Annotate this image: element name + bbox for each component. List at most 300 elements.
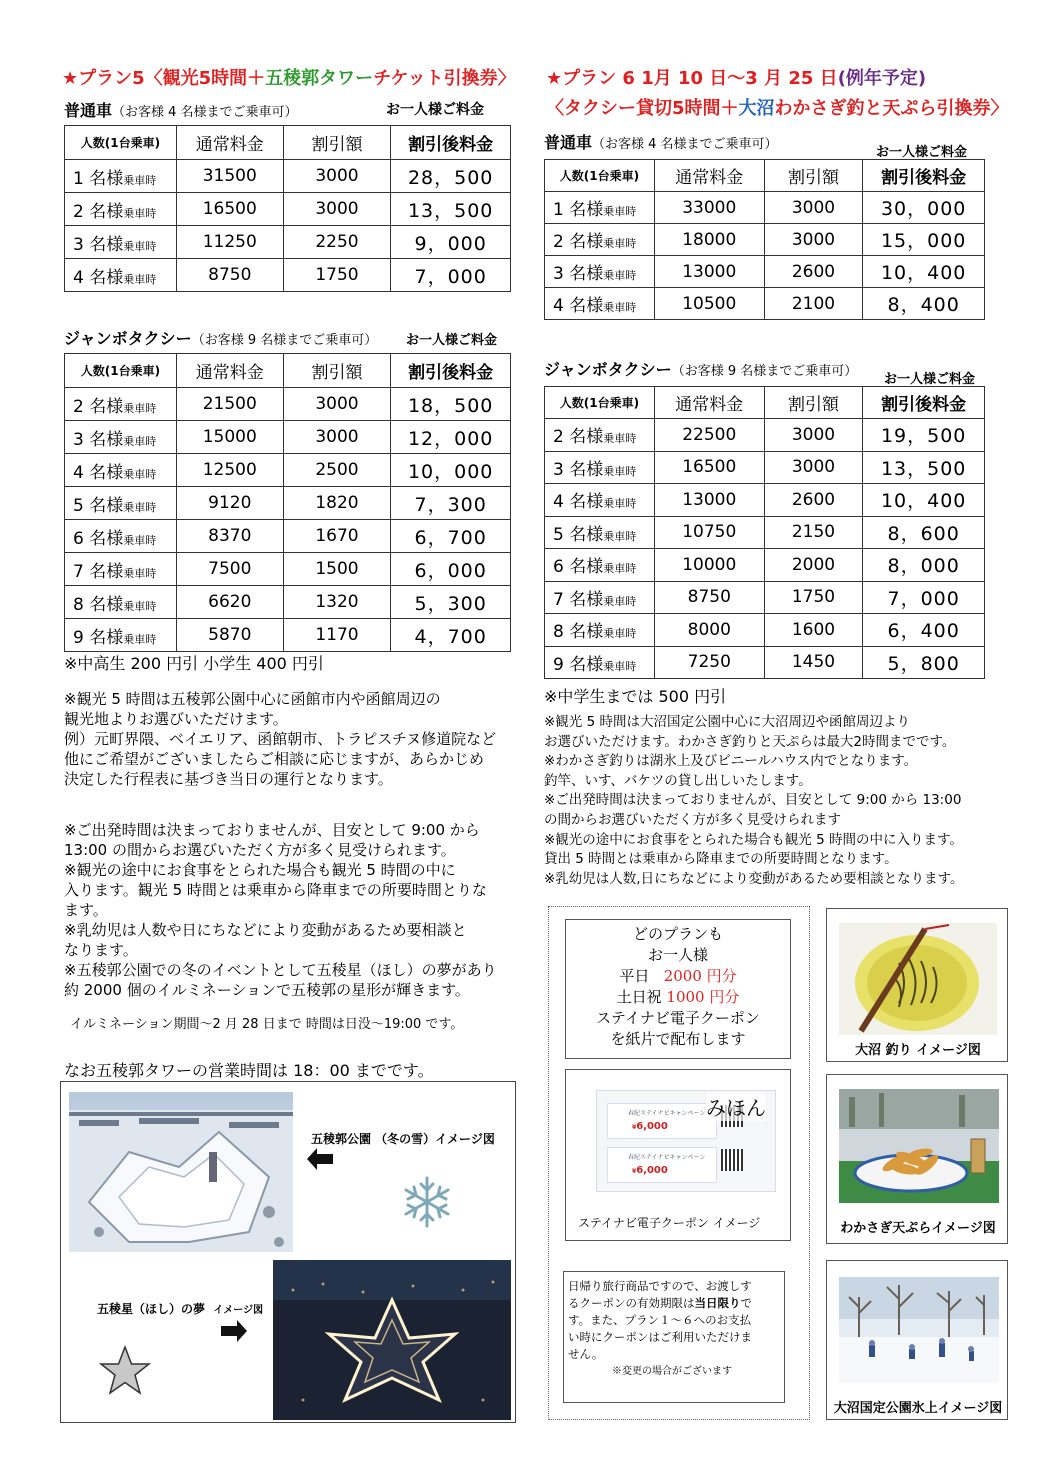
lake-photo-frame xyxy=(826,1260,1008,1420)
table-row xyxy=(545,288,985,320)
discounted-price-cell: 15，000 xyxy=(863,224,985,256)
people-cell xyxy=(545,256,655,288)
normal-price-cell: 7500 xyxy=(176,553,283,586)
people-count: 7 名様 xyxy=(553,589,604,610)
table-header-cell: 人数(1台乗車) xyxy=(65,354,177,388)
discount-cell: 3000 xyxy=(283,160,391,193)
people-count: 4 名様 xyxy=(73,462,124,483)
star-caption-main: 五稜星（ほし）の夢 xyxy=(97,1302,206,1316)
plan5-notes xyxy=(64,689,496,789)
tempura-photo xyxy=(839,1089,999,1203)
table-header-cell: 通常料金 xyxy=(654,387,764,419)
discounted-price-cell: 8，600 xyxy=(863,516,985,549)
discount-cell: 1500 xyxy=(283,553,391,586)
normal-price-cell: 22500 xyxy=(654,419,764,452)
plan5-note-line: 他にご希望がございましたらご相談に応じますが、あらかじめ xyxy=(64,750,485,768)
plan5-illumination: イルミネーション期間～2 月 28 日まで 時間は日没～19:00 です。 xyxy=(70,1017,464,1032)
table-header-cell: 割引後料金 xyxy=(391,354,511,388)
table-header-row xyxy=(65,126,511,160)
people-count: 1 名様 xyxy=(73,168,124,189)
table-row xyxy=(545,256,985,288)
people-cell xyxy=(65,193,177,226)
discount-cell: 3000 xyxy=(764,451,863,484)
plan5-jumbo-heading xyxy=(64,329,377,351)
people-count: 7 名様 xyxy=(73,561,124,582)
plan5-discount-note: ※中高生 200 円引 小学生 400 円引 xyxy=(64,654,324,673)
plan5-regular-note: （お客様 4 名様までご乗車可） xyxy=(112,105,298,120)
normal-price-cell: 5870 xyxy=(176,619,283,652)
coupon-weekday-label: 平日 xyxy=(619,967,650,985)
plan6-title-dates: ★プラン 6 1月 10 日～3 月 25 日 xyxy=(546,68,838,89)
discounted-price-cell: 13，500 xyxy=(391,193,511,226)
discount-cell: 2150 xyxy=(764,516,863,549)
discount-cell: 1670 xyxy=(283,520,391,553)
table-row xyxy=(545,484,985,517)
plan6-regular-table xyxy=(544,159,985,320)
plan6-note-line: の間からお選びいただく方が多く見受けられます xyxy=(544,811,841,828)
goryokaku-snow-photo xyxy=(69,1092,293,1252)
people-suffix: 乗車時 xyxy=(123,599,157,613)
validity-line2a: るクーポンの有効期限は xyxy=(568,1296,695,1310)
plan5-regular-heading xyxy=(64,101,298,123)
coupon-info-box xyxy=(565,919,791,1059)
discounted-price-cell: 8，400 xyxy=(863,288,985,320)
coupon-weekday-value: 2000 円分 xyxy=(663,967,737,985)
discount-cell: 1820 xyxy=(283,487,391,520)
plan5-note-line: なります。 xyxy=(64,941,138,959)
snowflake-icon xyxy=(399,1174,455,1230)
table-header-cell: 人数(1台乗車) xyxy=(65,126,177,160)
normal-price-cell: 16500 xyxy=(654,451,764,484)
table-row xyxy=(65,259,511,292)
normal-price-cell: 8750 xyxy=(654,581,764,614)
table-row xyxy=(545,419,985,452)
validity-line2 xyxy=(568,1295,784,1312)
plan6-discount-note: ※中学生までは 500 円引 xyxy=(544,687,727,706)
people-count: 8 名様 xyxy=(553,622,604,643)
discounted-price-cell: 9，000 xyxy=(391,226,511,259)
coupon-sample-item1: 春紀ステイナビキャンペーン xyxy=(628,1110,706,1117)
plan5-note-line: ※観光 5 時間は五稜郭公園中心に函館市内や函館周辺の xyxy=(64,690,441,708)
plan5-photo-box xyxy=(60,1081,516,1423)
validity-line5: せん。 xyxy=(568,1347,604,1361)
fishing-caption: 大沼 釣り イメージ図 xyxy=(855,1043,981,1058)
plan6-jumbo-label: ジャンボタクシー xyxy=(544,360,672,379)
people-suffix: 乗車時 xyxy=(603,562,637,576)
sample-mark: みほん xyxy=(706,1092,766,1121)
discount-cell: 2100 xyxy=(764,288,863,320)
table-row xyxy=(65,454,511,487)
plan6-note-line: 釣竿、いす、バケツの貸し出しいたします。 xyxy=(544,772,812,789)
plan5-note-line: 観光地よりお選びいただけます。 xyxy=(64,710,288,728)
people-count: 3 名様 xyxy=(553,264,604,284)
discounted-price-cell: 7，000 xyxy=(391,259,511,292)
plan5-note-line: ※観光の途中にお食事をとられた場合も観光 5 時間の中に xyxy=(64,861,456,879)
discounted-price-cell: 6，400 xyxy=(863,614,985,647)
discount-cell: 3000 xyxy=(283,421,391,454)
people-cell xyxy=(65,226,177,259)
plan5-jumbo-label: ジャンボタクシー xyxy=(64,329,192,348)
people-suffix: 乗車時 xyxy=(123,566,157,580)
plan5-title-part3: チケット引換券〉 xyxy=(373,68,516,89)
plan6-regular-label: 普通車 xyxy=(544,133,593,152)
discounted-price-cell: 10，400 xyxy=(863,484,985,517)
table-header-cell: 割引額 xyxy=(764,387,863,419)
validity-line2c: で xyxy=(740,1296,752,1310)
people-suffix: 乗車時 xyxy=(603,205,637,218)
plan5-jumbo-per-person: お一人様ご料金 xyxy=(406,333,498,348)
plan5-jumbo-note: （お客様 9 名様までご乗車可） xyxy=(191,333,378,348)
plan6-regular-heading xyxy=(544,133,778,155)
plan5-note-line: ※乳幼児は人数や日にちなどにより変動があるため要相談と xyxy=(64,921,467,939)
normal-price-cell: 21500 xyxy=(176,388,283,421)
people-suffix: 乗車時 xyxy=(603,269,637,282)
table-row xyxy=(65,619,511,652)
plan5-regular-label: 普通車 xyxy=(64,101,113,120)
plan5-title-part1: ★プラン5〈観光5時間＋ xyxy=(62,68,266,89)
coupon-section xyxy=(548,906,810,1420)
people-suffix: 乗車時 xyxy=(123,632,157,646)
plan6-subtitle-onuma: 大沼 xyxy=(738,98,775,119)
coupon-sample-caption: ステイナビ電子クーポン イメージ xyxy=(578,1216,761,1230)
plan5-title xyxy=(62,68,516,90)
normal-price-cell: 12500 xyxy=(176,454,283,487)
validity-line6: ※変更の場合がございます xyxy=(612,1366,732,1377)
discounted-price-cell: 12，000 xyxy=(391,421,511,454)
discounted-price-cell: 8，000 xyxy=(863,549,985,582)
table-header-cell: 通常料金 xyxy=(176,126,283,160)
discount-cell: 2600 xyxy=(764,256,863,288)
validity-box xyxy=(563,1271,785,1403)
people-count: 6 名様 xyxy=(553,557,604,578)
people-cell xyxy=(545,516,655,549)
table-header-row xyxy=(545,160,985,192)
people-count: 5 名様 xyxy=(553,524,604,545)
discount-cell: 1170 xyxy=(283,619,391,652)
table-row xyxy=(65,226,511,259)
arrow-left-icon xyxy=(307,1148,333,1170)
discounted-price-cell: 18，500 xyxy=(391,388,511,421)
people-cell xyxy=(545,646,655,679)
people-count: 2 名様 xyxy=(73,201,124,222)
discounted-price-cell: 4，700 xyxy=(391,619,511,652)
people-suffix: 乗車時 xyxy=(123,272,157,286)
people-suffix: 乗車時 xyxy=(123,239,157,253)
people-count: 5 名様 xyxy=(73,495,124,516)
normal-price-cell: 11250 xyxy=(176,226,283,259)
coupon-line6: を紙片で配布します xyxy=(610,1030,746,1048)
plan6-jumbo-note: （お客様 9 名様までご乗車可） xyxy=(671,364,858,379)
coupon-holiday xyxy=(566,987,790,1008)
people-suffix: 乗車時 xyxy=(123,173,157,187)
people-cell xyxy=(65,487,177,520)
plan5-note-line: ます。 xyxy=(64,901,108,919)
normal-price-cell: 6620 xyxy=(176,586,283,619)
discount-cell: 1450 xyxy=(764,646,863,679)
plan5-title-tower: 五稜郭タワー xyxy=(265,68,374,89)
normal-price-cell: 13000 xyxy=(654,484,764,517)
plan6-regular-note: （お客様 4 名様までご乗車可） xyxy=(592,137,778,152)
discount-cell: 2000 xyxy=(764,549,863,582)
coupon-line2: お一人様 xyxy=(647,946,708,964)
plan6-subtitle-part1: 〈タクシー貸切5時間＋ xyxy=(546,98,739,119)
people-cell xyxy=(545,419,655,452)
normal-price-cell: 15000 xyxy=(176,421,283,454)
table-row xyxy=(545,451,985,484)
plan6-note-line: ※観光の途中にお食事をとられた場合も観光 5 時間の中に入ります。 xyxy=(544,831,963,848)
table-row xyxy=(545,516,985,549)
discount-cell: 3000 xyxy=(764,419,863,452)
normal-price-cell: 8750 xyxy=(176,259,283,292)
people-suffix: 乗車時 xyxy=(123,500,157,514)
normal-price-cell: 13000 xyxy=(654,256,764,288)
table-row xyxy=(545,646,985,679)
plan5-tower-hours: なお五稜郭タワーの営業時間は 18：00 までです。 xyxy=(64,1061,434,1080)
validity-highlight: 当日限り xyxy=(694,1296,741,1310)
discount-cell: 3000 xyxy=(283,388,391,421)
plan6-note-line: 貸出 5 時間とは乗車から降車までの所要時間となります。 xyxy=(544,851,898,868)
table-header-cell: 通常料金 xyxy=(654,160,764,192)
table-header-row xyxy=(65,354,511,388)
discounted-price-cell: 10，000 xyxy=(391,454,511,487)
people-cell xyxy=(65,553,177,586)
people-cell xyxy=(545,614,655,647)
lake-caption: 大沼国定公園氷上イメージ図 xyxy=(833,1401,1003,1416)
people-suffix: 乗車時 xyxy=(603,659,637,673)
people-cell xyxy=(65,421,177,454)
table-row xyxy=(65,421,511,454)
people-cell xyxy=(65,160,177,193)
discounted-price-cell: 5，800 xyxy=(863,646,985,679)
people-cell xyxy=(65,520,177,553)
people-cell xyxy=(65,259,177,292)
people-suffix: 乗車時 xyxy=(603,301,637,314)
discounted-price-cell: 28，500 xyxy=(391,160,511,193)
coupon-weekday xyxy=(566,966,790,987)
validity-line4: い時にクーポンはご利用いただけま xyxy=(568,1330,752,1344)
table-header-cell: 人数(1台乗車) xyxy=(545,160,655,192)
normal-price-cell: 18000 xyxy=(654,224,764,256)
people-suffix: 乗車時 xyxy=(603,529,637,543)
people-count: 4 名様 xyxy=(553,492,604,513)
coupon-sample-card-2: 春紀ステイナビキャンペーン ¥6,000 xyxy=(607,1147,717,1183)
people-cell xyxy=(65,619,177,652)
plan6-regular-per-person: お一人様ご料金 xyxy=(876,145,968,160)
table-header-cell: 割引額 xyxy=(764,160,863,192)
people-cell xyxy=(545,549,655,582)
fishing-photo xyxy=(839,923,997,1035)
people-suffix: 乗車時 xyxy=(603,627,637,641)
plan6-note-line: ※わかさぎ釣りは湖氷上及びビニールハウス内でとなります。 xyxy=(544,753,918,770)
people-suffix: 乗車時 xyxy=(603,432,637,446)
people-count: 2 名様 xyxy=(553,427,604,448)
normal-price-cell: 10750 xyxy=(654,516,764,549)
plan6-note-line: ※観光 5 時間は大沼国定公園中心に大沼周辺や函館周辺より xyxy=(544,714,910,730)
plan6-note-line: ※乳幼児は人数,日にちなどにより変動があるため要相談となります。 xyxy=(544,870,964,887)
coupon-sample-box xyxy=(565,1069,791,1241)
star-caption-sub: イメージ図 xyxy=(213,1305,264,1316)
fishing-photo-frame xyxy=(826,908,1008,1062)
discount-cell: 3000 xyxy=(283,193,391,226)
people-cell xyxy=(65,586,177,619)
people-suffix: 乗車時 xyxy=(603,237,637,250)
normal-price-cell: 33000 xyxy=(654,192,764,224)
discount-cell: 1750 xyxy=(283,259,391,292)
normal-price-cell: 10500 xyxy=(654,288,764,320)
people-count: 8 名様 xyxy=(73,594,124,615)
people-count: 9 名様 xyxy=(553,654,604,675)
coupon-sample-price2: 6,000 xyxy=(636,1165,668,1176)
normal-price-cell: 8370 xyxy=(176,520,283,553)
people-count: 3 名様 xyxy=(553,459,604,480)
normal-price-cell: 16500 xyxy=(176,193,283,226)
discounted-price-cell: 10，400 xyxy=(863,256,985,288)
goryokaku-night-photo xyxy=(273,1260,511,1420)
table-row xyxy=(545,224,985,256)
normal-price-cell: 10000 xyxy=(654,549,764,582)
people-count: 6 名様 xyxy=(73,528,124,549)
arrow-right-icon xyxy=(221,1320,247,1342)
discount-cell: 3000 xyxy=(764,192,863,224)
plan5-note-line: 13:00 の間からお選びいただく方が多く見受けられます。 xyxy=(64,841,456,859)
normal-price-cell: 9120 xyxy=(176,487,283,520)
people-cell xyxy=(545,288,655,320)
tempura-photo-frame xyxy=(826,1074,1008,1244)
table-header-cell: 割引額 xyxy=(283,354,391,388)
plan6-jumbo-table xyxy=(544,386,985,679)
table-row xyxy=(65,520,511,553)
discounted-price-cell: 7，300 xyxy=(391,487,511,520)
star-caption xyxy=(97,1300,263,1317)
coupon-holiday-value: 1000 円分 xyxy=(666,988,740,1006)
plan5-notes2 xyxy=(64,820,497,1000)
validity-line3: す。また、プラン１～６へのお支払 xyxy=(568,1313,752,1327)
discounted-price-cell: 30，000 xyxy=(863,192,985,224)
people-count: 4 名様 xyxy=(553,296,604,316)
people-count: 2 名様 xyxy=(73,396,124,417)
table-row xyxy=(545,192,985,224)
plan6-title xyxy=(546,68,926,90)
coupon-line5: ステイナビ電子クーポン xyxy=(596,1009,760,1027)
people-count: 4 名様 xyxy=(73,267,124,288)
plan6-notes xyxy=(544,713,964,889)
plan5-note-line: 約 2000 個のイルミネーションで五稜郭の星形が輝きます。 xyxy=(64,981,470,999)
people-cell xyxy=(545,484,655,517)
people-suffix: 乗車時 xyxy=(603,497,637,511)
table-row xyxy=(65,586,511,619)
people-suffix: 乗車時 xyxy=(123,533,157,547)
tempura-caption: わかさぎ天ぷらイメージ図 xyxy=(840,1221,996,1236)
table-header-row xyxy=(545,387,985,419)
people-cell xyxy=(65,388,177,421)
table-row xyxy=(65,487,511,520)
table-header-cell: 割引額 xyxy=(283,126,391,160)
people-suffix: 乗車時 xyxy=(123,467,157,481)
people-count: 1 名様 xyxy=(553,200,604,220)
coupon-line1: どのプランも xyxy=(632,925,723,943)
validity-line1: 日帰り旅行商品ですので、お渡しす xyxy=(568,1279,752,1293)
table-header-cell: 割引後料金 xyxy=(863,387,985,419)
discount-cell: 2250 xyxy=(283,226,391,259)
discount-cell: 2500 xyxy=(283,454,391,487)
plan5-regular-table xyxy=(64,125,511,292)
discounted-price-cell: 6，700 xyxy=(391,520,511,553)
people-count: 2 名様 xyxy=(553,232,604,252)
normal-price-cell: 31500 xyxy=(176,160,283,193)
discount-cell: 1600 xyxy=(764,614,863,647)
people-suffix: 乗車時 xyxy=(603,464,637,478)
people-cell xyxy=(545,451,655,484)
plan6-subtitle xyxy=(546,98,1009,120)
qr-code-icon xyxy=(721,1149,743,1171)
plan6-subtitle-part3: わかさぎ釣と天ぷら引換券〉 xyxy=(774,98,1009,119)
coupon-sample-price1: 6,000 xyxy=(636,1121,668,1132)
coupon-holiday-label: 土日祝 xyxy=(616,988,662,1006)
discounted-price-cell: 5，300 xyxy=(391,586,511,619)
people-count: 9 名様 xyxy=(73,627,124,648)
normal-price-cell: 8000 xyxy=(654,614,764,647)
plan6-note-line: ※ご出発時間は決まっておりませんが、目安として 9:00 から 13:00 xyxy=(544,792,962,809)
discounted-price-cell: 19，500 xyxy=(863,419,985,452)
discounted-price-cell: 13，500 xyxy=(863,451,985,484)
discount-cell: 2600 xyxy=(764,484,863,517)
people-suffix: 乗車時 xyxy=(603,594,637,608)
park-caption: 五稜郭公園 （冬の雪）イメージ図 xyxy=(311,1132,495,1146)
plan5-note-line: 決定した行程表に基づき当日の運行となります。 xyxy=(64,770,393,788)
plan5-regular-per-person: お一人様ご料金 xyxy=(386,102,484,118)
star-icon xyxy=(97,1344,153,1398)
plan6-jumbo-heading xyxy=(544,360,857,382)
table-row xyxy=(65,193,511,226)
coupon-sample-item2: 春紀ステイナビキャンペーン xyxy=(628,1154,706,1161)
table-row xyxy=(545,549,985,582)
people-count: 3 名様 xyxy=(73,429,124,450)
discount-cell: 3000 xyxy=(764,224,863,256)
people-cell xyxy=(65,454,177,487)
discounted-price-cell: 6，000 xyxy=(391,553,511,586)
lake-photo xyxy=(839,1277,999,1383)
people-suffix: 乗車時 xyxy=(123,401,157,415)
table-row xyxy=(65,553,511,586)
people-cell xyxy=(545,224,655,256)
discount-cell: 1750 xyxy=(764,581,863,614)
table-header-cell: 通常料金 xyxy=(176,354,283,388)
coupon-sample-card-1: 春紀ステイナビキャンペーン ¥6,000 xyxy=(607,1103,717,1139)
discounted-price-cell: 7，000 xyxy=(863,581,985,614)
table-header-cell: 人数(1台乗車) xyxy=(545,387,655,419)
table-row xyxy=(545,614,985,647)
people-cell xyxy=(545,192,655,224)
table-row xyxy=(545,581,985,614)
plan6-note-line: お選びいただけます。わかさぎ釣りと天ぷらは最大2時間までです。 xyxy=(544,733,956,750)
normal-price-cell: 7250 xyxy=(654,646,764,679)
table-header-cell: 割引後料金 xyxy=(391,126,511,160)
people-cell xyxy=(545,581,655,614)
plan5-note-line: 入ります。観光 5 時間とは乗車から降車までの所要時間とりな xyxy=(64,881,487,899)
plan5-note-line: ※五稜郭公園での冬のイベントとして五稜星（ほし）の夢があり xyxy=(64,961,497,979)
plan6-title-note: (例年予定) xyxy=(837,68,927,89)
people-count: 3 名様 xyxy=(73,234,124,255)
plan6-jumbo-per-person: お一人様ご料金 xyxy=(884,372,976,387)
plan5-note-line: ※ご出発時間は決まっておりませんが、目安として 9:00 から xyxy=(64,821,480,839)
plan5-jumbo-table xyxy=(64,353,511,652)
people-suffix: 乗車時 xyxy=(123,206,157,220)
plan5-note-line: 例）元町界隈、ベイエリア、函館朝市、トラピスチヌ修道院など xyxy=(64,730,497,748)
table-row xyxy=(65,388,511,421)
table-header-cell: 割引後料金 xyxy=(863,160,985,192)
people-suffix: 乗車時 xyxy=(123,434,157,448)
discount-cell: 1320 xyxy=(283,586,391,619)
